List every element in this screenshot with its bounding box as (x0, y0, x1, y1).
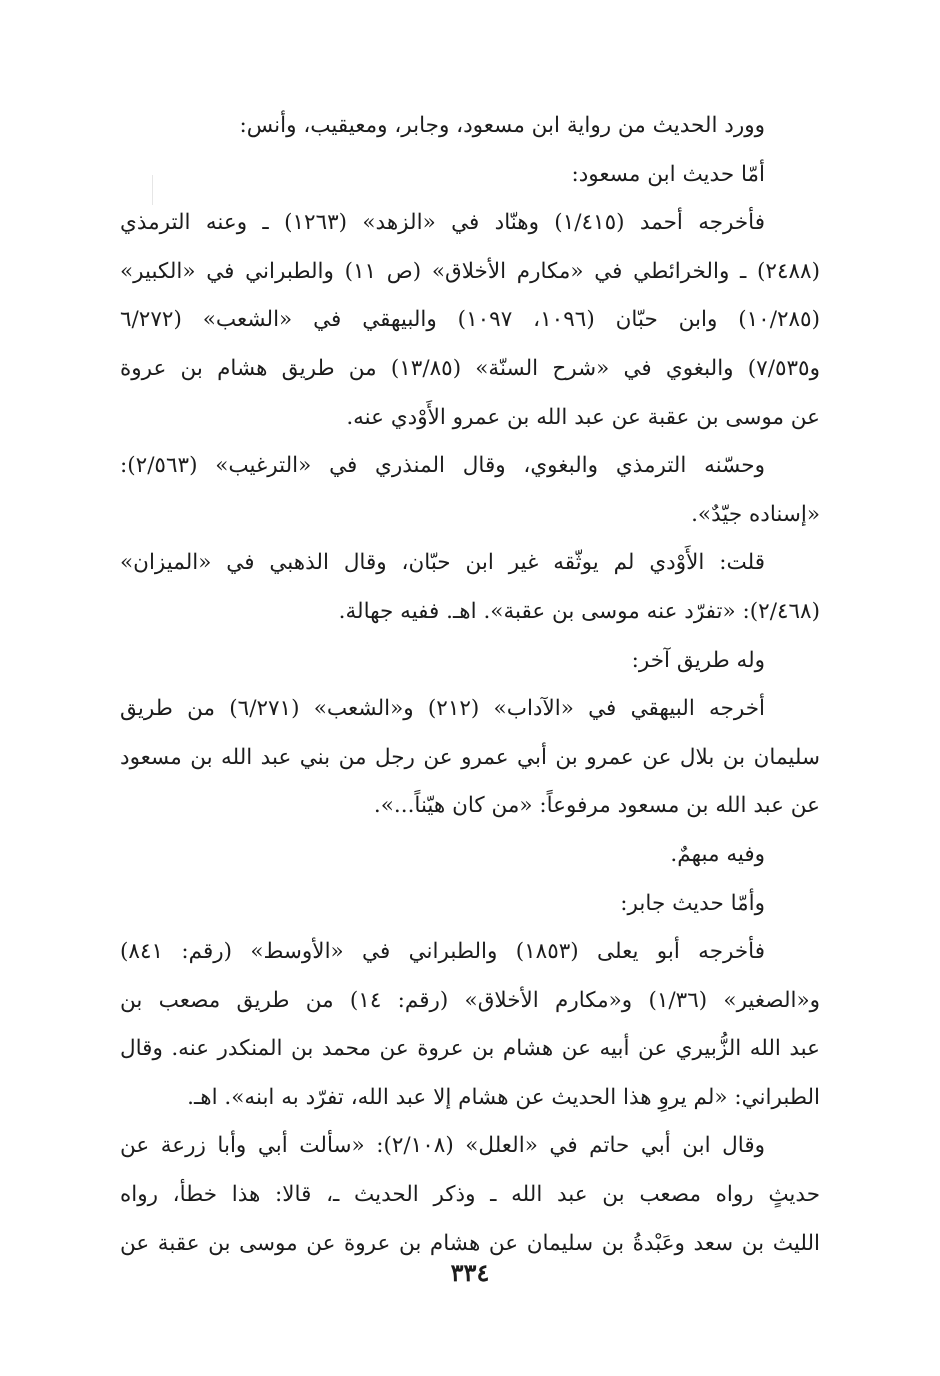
page-number: ٣٣٤ (450, 1258, 490, 1287)
text-line: حديثٍ رواه مصعب بن عبد الله ـ وذكر الحديث ـ، قالا: هذا خطأ، رواه (120, 1182, 820, 1208)
text-line: وحسّنه الترمذي والبغوي، وقال المنذري في «الترغيب» (٢/٥٦٣): (120, 453, 765, 479)
text-line: قلت: الأَوْدي لم يوثّقه غير ابن حبّان، وقال الذهبي في «الميزان» (120, 550, 765, 576)
text-line: فأخرجه أبو يعلى (١٨٥٣) والطبراني في «الأوسط» (رقم: ٨٤١) (120, 939, 765, 965)
text-line: وفيه مبهمٌ. (670, 841, 765, 867)
text-line: فأخرجه أحمد (١/٤١٥) وهنّاد في «الزهد» (١٢٦٣) ـ وعنه الترمذي (120, 210, 766, 236)
text-line: وقال ابن أبي حاتم في «العلل» (٢/١٠٨): «سألت أبي وأبا زرعة عن (120, 1133, 765, 1159)
text-line: عن موسى بن عقبة عن عبد الله بن عمرو الأَوْدي عنه. (346, 404, 820, 430)
text-line: الطبراني: «لم يروِ هذا الحديث عن هشام إلا عبد الله، تفرّد به ابنه». اهـ. (187, 1084, 820, 1110)
body-text (120, 102, 820, 1268)
text-line: و٧/٥٣٥) والبغوي في «شرح السنّة» (١٣/٨٥) من طريق هشام بن عروة (120, 355, 820, 381)
text-line: (٢/٤٦٨): «تفرّد عنه موسى بن عقبة». اهـ. ففيه جهالة. (338, 598, 820, 624)
text-line: أمّا حديث ابن مسعود: (571, 161, 765, 187)
text-line: وأمّا حديث جابر: (620, 890, 765, 916)
text-line: الليث بن سعد وعَبْدةُ بن سليمان عن هشام بن عروة عن موسى بن عقبة عن (120, 1230, 820, 1256)
text-line: عن عبد الله بن مسعود مرفوعاً: «من كان هيّناً...». (373, 793, 820, 819)
text-line: (٢٤٨٨) ـ والخرائطي في «مكارم الأخلاق» (ص ١١) والطبراني في «الكبير» (120, 258, 820, 284)
text-line: وورد الحديث من رواية ابن مسعود، وجابر، ومعيقيب، وأنس: (239, 113, 765, 138)
text-line: و«الصغير» (١/٣٦) و«مكارم الأخلاق» (رقم: ١٤) من طريق مصعب بن (120, 987, 820, 1013)
text-line: عبد الله الزُّبيري عن أبيه عن هشام بن عروة عن محمد بن المنكدر عنه. وقال (120, 1036, 820, 1062)
text-line: «إسناده جيّدٌ». (691, 501, 820, 527)
text-line: وله طريق آخر: (631, 647, 765, 673)
text-line: (١٠/٢٨٥) وابن حبّان (١٠٩٦، ١٠٩٧) والبيهقي في «الشعب» (٦/٢٧٢ (120, 307, 820, 333)
text-line: أخرجه البيهقي في «الآداب» (٢١٢) و«الشعب» (٦/٢٧١) من طريق (120, 696, 765, 722)
text-line: سليمان بن بلال عن عمرو بن أبي عمرو عن رجل من بني عبد الله بن مسعود (120, 744, 820, 770)
